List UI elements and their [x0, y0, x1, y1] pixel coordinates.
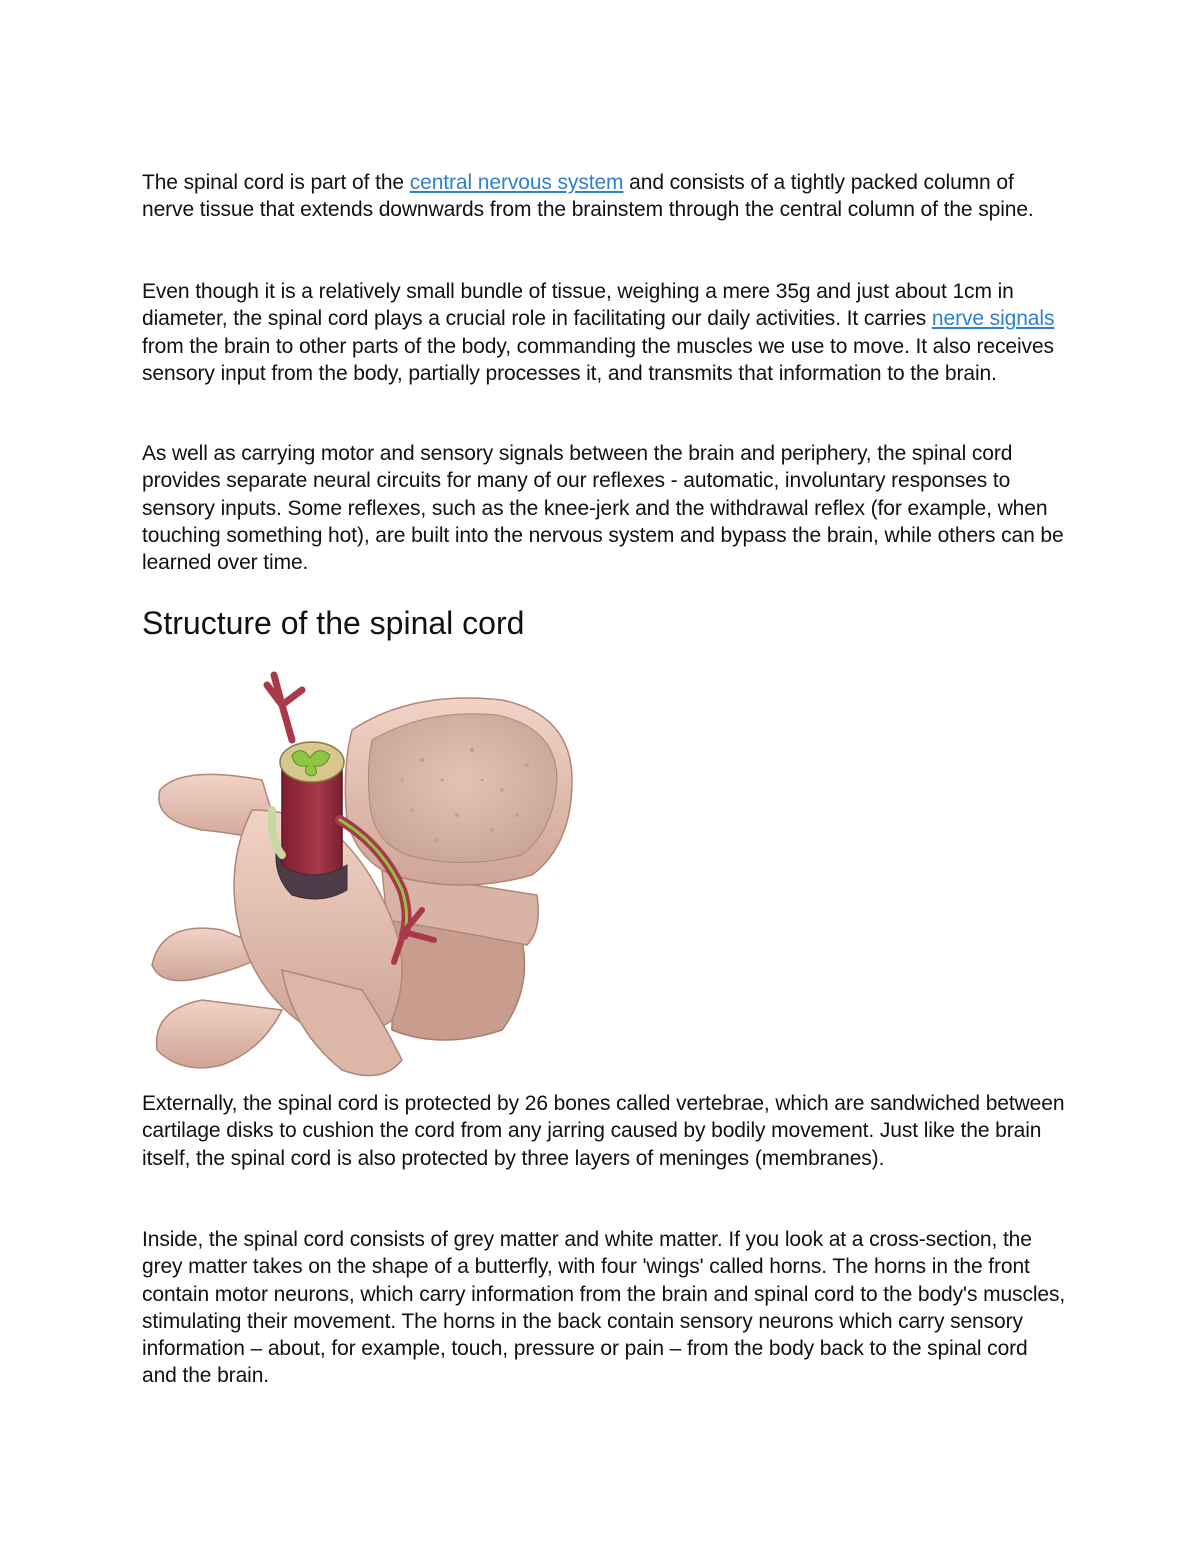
- paragraph-2: [142, 278, 1067, 387]
- p1-text-after: and consists of a tightly packed column of nerve tissue that extends downwards from the brainstem through the central column of the spine.: [142, 171, 1034, 222]
- p2-text-after: from the brain to other parts of the body, commanding the muscles we use to move. It also receives sensory input from the body, partially processes it, and transmits that information to the brain.: [142, 334, 1054, 385]
- figure-and-text: [142, 670, 1067, 1172]
- paragraph-reflexes: [142, 440, 1067, 576]
- p2-text-before: Even though it is a relatively small bundle of tissue, weighing a mere 35g and just about 1cm in diameter, the spinal cord plays a crucial role in facilitating our daily activities. It carries: [142, 280, 1014, 331]
- paragraph-inside: [142, 1226, 1067, 1390]
- p1-text-before: The spinal cord is part of the: [142, 171, 410, 194]
- paragraph-3: As well as carrying motor and sensory signals between the brain and periphery, the spinal cord provides separate neural circuits for many of our reflexes - automatic, involuntary responses to sensory inputs. Some reflexes, such as the knee-jerk and the withdrawal reflex (for example, when touching something hot), are built into the nervous system and bypass the brain, while others can be learned over time.: [142, 442, 1064, 575]
- paragraph-4: Externally, the spinal cord is protected by 26 bones called vertebrae, which are sandwiched between cartilage disks to cushion the cord from any jarring caused by bodily movement. Just like the brain itself, the spinal cord is also protected by three layers of meninges (membranes).: [142, 1092, 1065, 1170]
- paragraph-5: Inside, the spinal cord consists of grey matter and white matter. If you look at a cross-section, the grey matter takes on the shape of a butterfly, with four 'wings' called horns. The horns in the front contain motor neurons, which carry information from the brain and spinal cord to the body's muscles, stimulating their movement. The horns in the back contain sensory neurons which carry sensory information – about, for example, touch, pressure or pain – from the body back to the spinal cord and the brain.: [142, 1228, 1066, 1388]
- vertebra-spinal-cord-illustration-icon: [142, 670, 582, 1090]
- central-nervous-system-link[interactable]: central nervous system: [409, 171, 624, 194]
- paragraph-size: [142, 278, 1067, 387]
- paragraph-1: [142, 169, 1067, 224]
- vertebra-illustration: [142, 670, 582, 1090]
- paragraph-intro: [142, 169, 1067, 224]
- section-heading-block: [142, 604, 1067, 642]
- section-heading: Structure of the spinal cord: [142, 605, 525, 641]
- nerve-signals-link[interactable]: nerve signals: [931, 307, 1055, 331]
